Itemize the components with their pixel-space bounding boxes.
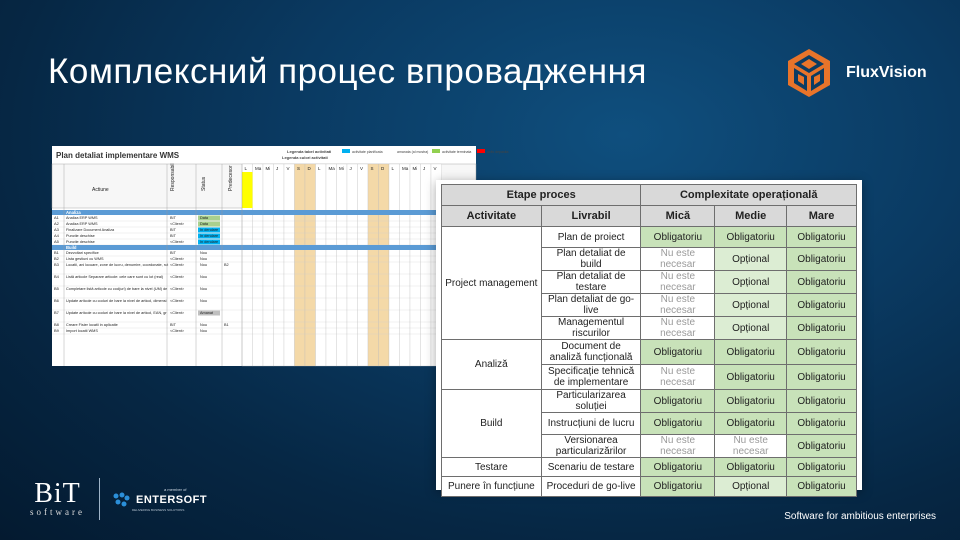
day-header: S	[297, 166, 301, 171]
day-column	[305, 164, 316, 366]
medium-cell: Opțional	[715, 317, 787, 340]
col-mica: Mică	[641, 206, 715, 227]
sheet-col-header: Status	[201, 176, 207, 191]
legend-swatch	[387, 149, 395, 153]
sheet-row-action: Punctie deschise	[66, 234, 95, 238]
day-header: Ma	[402, 166, 409, 171]
deliverable-cell: Specificație tehnică de implementare	[541, 365, 641, 390]
sheet-row-action: Creare Fisier locatii in aplicatie	[66, 323, 118, 327]
small-cell: Obligatoriu	[641, 340, 715, 365]
medium-cell: Obligatoriu	[715, 227, 787, 248]
entersoft-member-text: a member of	[164, 486, 187, 492]
day-column	[421, 164, 432, 366]
medium-cell: Opțional	[715, 477, 787, 497]
medium-cell: Obligatoriu	[715, 365, 787, 390]
legend-swatch	[432, 149, 440, 153]
sheet-row-resp: <Client>	[170, 275, 185, 279]
sheet-row-resp: <Client>	[170, 222, 185, 226]
sheet-row-action: Listă articole Separare articole: cele care sunt cu lot (real)	[66, 275, 164, 279]
sheet-row-id: B8	[54, 322, 59, 327]
day-header: Mi	[339, 166, 344, 171]
sheet-row-resp: BIT	[170, 234, 176, 238]
sheet-row-id: B1	[54, 250, 59, 255]
sheet-row-resp: BIT	[170, 323, 176, 327]
sheet-row-action: Update articole cu coduri de bare la nivel de articol, EAN, gr	[66, 311, 167, 315]
day-header: Mi	[265, 166, 271, 171]
sheet-row-resp: <Client>	[170, 299, 185, 303]
sheet-row-resp: <Client>	[170, 329, 185, 333]
sheet-row-resp: <Client>	[170, 257, 185, 261]
small-cell: Nu este necesar	[641, 317, 715, 340]
sheet-row-status: Nou	[200, 251, 207, 255]
medium-cell: Obligatoriu	[715, 413, 787, 435]
sheet-row-id: B4	[54, 274, 59, 279]
day-column	[263, 164, 274, 366]
day-header: V	[433, 166, 437, 171]
day-column	[347, 164, 358, 366]
tagline: Software for ambitious enterprises	[784, 511, 936, 522]
slide-title: Комплексний процес впровадження	[48, 52, 647, 91]
day-header: J	[349, 166, 352, 171]
small-cell: Obligatoriu	[641, 227, 715, 248]
day-header: L	[244, 166, 248, 171]
small-cell: Obligatoriu	[641, 477, 715, 497]
cube-logo-icon	[784, 47, 834, 99]
sheet-row-id: B5	[54, 286, 59, 291]
sheet-row-id: B3	[54, 262, 59, 267]
deliverable-cell: Particularizarea soluției	[541, 390, 641, 413]
table-row	[442, 340, 857, 365]
sheet-row-status: Amanat	[200, 311, 214, 315]
bit-logo-sub: software	[30, 507, 85, 517]
sheet-row-action: Locatii, ani locuare, zone de lucru, denumire, coordonate, rut	[66, 263, 169, 267]
day-column	[316, 164, 327, 366]
sheet-row-status: Nou	[200, 299, 207, 303]
sheet-row-resp: <Client>	[170, 263, 185, 267]
bit-logo-text: BiT	[34, 478, 81, 509]
legend-item: activ depasita	[487, 150, 509, 154]
deliverable-cell: Instrucțiuni de lucru	[541, 413, 641, 435]
table-row	[442, 477, 857, 497]
day-header: V	[286, 166, 290, 171]
process-table-card	[436, 180, 862, 490]
entersoft-name: ENTERSOFT	[136, 493, 208, 506]
day-header: Mi	[412, 166, 418, 171]
sheet-row-id: A5	[54, 239, 59, 244]
sheet-row-action: Finalizare Document Analiza	[66, 228, 115, 232]
day-column	[337, 164, 348, 366]
medium-cell: Obligatoriu	[715, 458, 787, 477]
activity-cell: Analiză	[442, 340, 542, 390]
sheet-row-resp: BIT	[170, 251, 176, 255]
sheet-row-id: A3	[54, 227, 59, 232]
small-cell: Nu este necesar	[641, 435, 715, 458]
small-cell: Nu este necesar	[641, 271, 715, 294]
large-cell: Obligatoriu	[787, 271, 857, 294]
deliverable-cell: Document de analiză funcțională	[541, 340, 641, 365]
deliverable-cell: Managementul riscurilor	[541, 317, 641, 340]
large-cell: Obligatoriu	[787, 227, 857, 248]
sheet-row-status: Nou	[200, 329, 207, 333]
day-header: L	[391, 166, 395, 171]
legend-item: amanata (al mostra)	[397, 150, 429, 154]
deliverable-cell: Proceduri de go-live	[541, 477, 641, 497]
bit-software-logo	[30, 478, 85, 517]
col-medie: Medie	[715, 206, 787, 227]
col-mare: Mare	[787, 206, 857, 227]
legend-title-2: Legenda culori activitati	[282, 155, 328, 160]
medium-cell: Obligatoriu	[715, 390, 787, 413]
day-header: J	[276, 166, 279, 171]
sheet-row-action: Import locatii WMS	[66, 329, 98, 333]
day-header: D	[381, 166, 385, 171]
header-etape: Etape proces	[442, 185, 641, 206]
sheet-col-header: Responsabil	[170, 163, 176, 191]
sheet-row-resp: BIT	[170, 228, 176, 232]
sheet-section-band	[52, 210, 476, 215]
sheet-row-status: Nou	[200, 257, 207, 261]
large-cell: Obligatoriu	[787, 294, 857, 317]
small-cell: Obligatoriu	[641, 413, 715, 435]
sheet-col-header: Predecesor	[228, 165, 234, 191]
sheet-row-status: In derulare	[200, 240, 219, 244]
sheet-row-action: Analiza ERP WMS	[66, 216, 98, 220]
day-header: L	[318, 166, 321, 171]
sheet-section-label: Analiza	[66, 210, 81, 215]
today-highlight	[242, 172, 253, 208]
sheet-row-pred: B1	[224, 323, 229, 327]
large-cell: Obligatoriu	[787, 413, 857, 435]
medium-cell: Opțional	[715, 294, 787, 317]
day-column	[326, 164, 337, 366]
large-cell: Obligatoriu	[787, 390, 857, 413]
deliverable-cell: Versionarea particularizărilor	[541, 435, 641, 458]
col-livrabil: Livrabil	[541, 206, 641, 227]
sheet-row-resp: <Client>	[170, 240, 185, 244]
sheet-row-status: In derulare	[200, 228, 219, 232]
day-header: Ma	[255, 166, 262, 171]
day-column	[379, 164, 390, 366]
sheet-row-action: Punctie deschise	[66, 240, 95, 244]
sheet-row-status: Data	[200, 216, 209, 220]
day-column	[400, 164, 411, 366]
entersoft-dots-icon	[112, 492, 132, 508]
sheet-row-id: B2	[54, 256, 59, 261]
fluxvision-logo	[784, 47, 927, 99]
partner-logos	[30, 478, 207, 520]
sheet-row-pred: B2	[224, 263, 229, 267]
sheet-row-status: Nou	[200, 323, 207, 327]
day-column	[253, 164, 264, 366]
medium-cell: Opțional	[715, 248, 787, 271]
sheet-row-action: Analiza ERP WMS	[66, 222, 98, 226]
small-cell: Nu este necesar	[641, 294, 715, 317]
process-table-body	[442, 227, 857, 497]
table-row	[442, 390, 857, 413]
sheet-row-status: In derulare	[200, 234, 219, 238]
deliverable-cell: Plan detaliat de testare	[541, 271, 641, 294]
day-column	[274, 164, 285, 366]
medium-cell: Nu este necesar	[715, 435, 787, 458]
small-cell: Nu este necesar	[641, 365, 715, 390]
sheet-row-status: Nou	[200, 287, 207, 291]
sheet-row-resp: BIT	[170, 216, 176, 220]
table-row	[442, 458, 857, 477]
activity-cell: Project management	[442, 227, 542, 340]
large-cell: Obligatoriu	[787, 365, 857, 390]
deliverable-cell: Plan detaliat de build	[541, 248, 641, 271]
day-column	[284, 164, 295, 366]
sheet-row-resp: <Client>	[170, 311, 185, 315]
legend-title-1: Legenda tabel activitati	[287, 149, 332, 154]
logo-divider	[99, 478, 100, 520]
day-column	[410, 164, 421, 366]
large-cell: Obligatoriu	[787, 435, 857, 458]
sheet-row-status: Data	[200, 222, 209, 226]
header-complexitate: Complexitate operațională	[641, 185, 857, 206]
activity-cell: Testare	[442, 458, 542, 477]
day-header: J	[423, 166, 426, 171]
large-cell: Obligatoriu	[787, 458, 857, 477]
sheet-row-action: Update articole cu coduri de bare la nivel de articol, dimensi	[66, 299, 167, 303]
legend-swatch	[477, 149, 485, 153]
legend-item: activitate terminata	[442, 150, 472, 154]
day-column	[358, 164, 369, 366]
large-cell: Obligatoriu	[787, 340, 857, 365]
small-cell: Obligatoriu	[641, 458, 715, 477]
sheet-row-resp: <Client>	[170, 287, 185, 291]
large-cell: Obligatoriu	[787, 248, 857, 271]
day-column	[295, 164, 306, 366]
deliverable-cell: Plan detaliat de go-live	[541, 294, 641, 317]
sheet-row-status: Nou	[200, 263, 207, 267]
day-header: S	[370, 166, 374, 171]
day-column	[368, 164, 379, 366]
activity-cell: Punere în funcțiune	[442, 477, 542, 497]
day-header: Ma	[328, 166, 335, 171]
large-cell: Obligatoriu	[787, 317, 857, 340]
day-header: D	[307, 166, 311, 171]
medium-cell: Obligatoriu	[715, 340, 787, 365]
small-cell: Nu este necesar	[641, 248, 715, 271]
sheet-row-action: Completare listă articole cu cod(uri) de bare la nivel (UM) de	[66, 287, 168, 291]
large-cell: Obligatoriu	[787, 477, 857, 497]
medium-cell: Opțional	[715, 271, 787, 294]
process-table	[441, 184, 857, 497]
deliverable-cell: Scenariu de testare	[541, 458, 641, 477]
brand-name: FluxVision	[846, 64, 927, 81]
small-cell: Obligatoriu	[641, 390, 715, 413]
activity-cell: Build	[442, 390, 542, 458]
legend-item: activitate planificata	[352, 150, 383, 154]
sheet-row-id: A4	[54, 233, 59, 238]
sheet-row-status: Nou	[200, 275, 207, 279]
sheet-row-id: B7	[54, 310, 59, 315]
table-row	[442, 227, 857, 248]
sheet-row-action: Dezvoltari specifice	[66, 251, 99, 255]
sheet-row-action: Lista gestiuni cu WMS	[66, 257, 104, 261]
sheet-row-id: A1	[54, 215, 59, 220]
sheet-section-band	[52, 245, 476, 250]
spreadsheet-title: Plan detaliat implementare WMS	[56, 151, 180, 160]
entersoft-sub: DELIVERING BUSINESS SOLUTIONS	[132, 507, 185, 512]
col-activitate: Activitate	[442, 206, 542, 227]
sheet-row-id: A2	[54, 221, 59, 226]
sheet-row-id: B6	[54, 298, 59, 303]
day-header: V	[360, 166, 364, 171]
sheet-col-header: Actiune	[92, 187, 109, 193]
entersoft-logo	[112, 487, 207, 512]
sheet-row-id: B9	[54, 328, 59, 333]
legend-swatch	[342, 149, 350, 153]
deliverable-cell: Plan de proiect	[541, 227, 641, 248]
day-column	[389, 164, 400, 366]
sheet-section-label: Build	[66, 245, 77, 250]
